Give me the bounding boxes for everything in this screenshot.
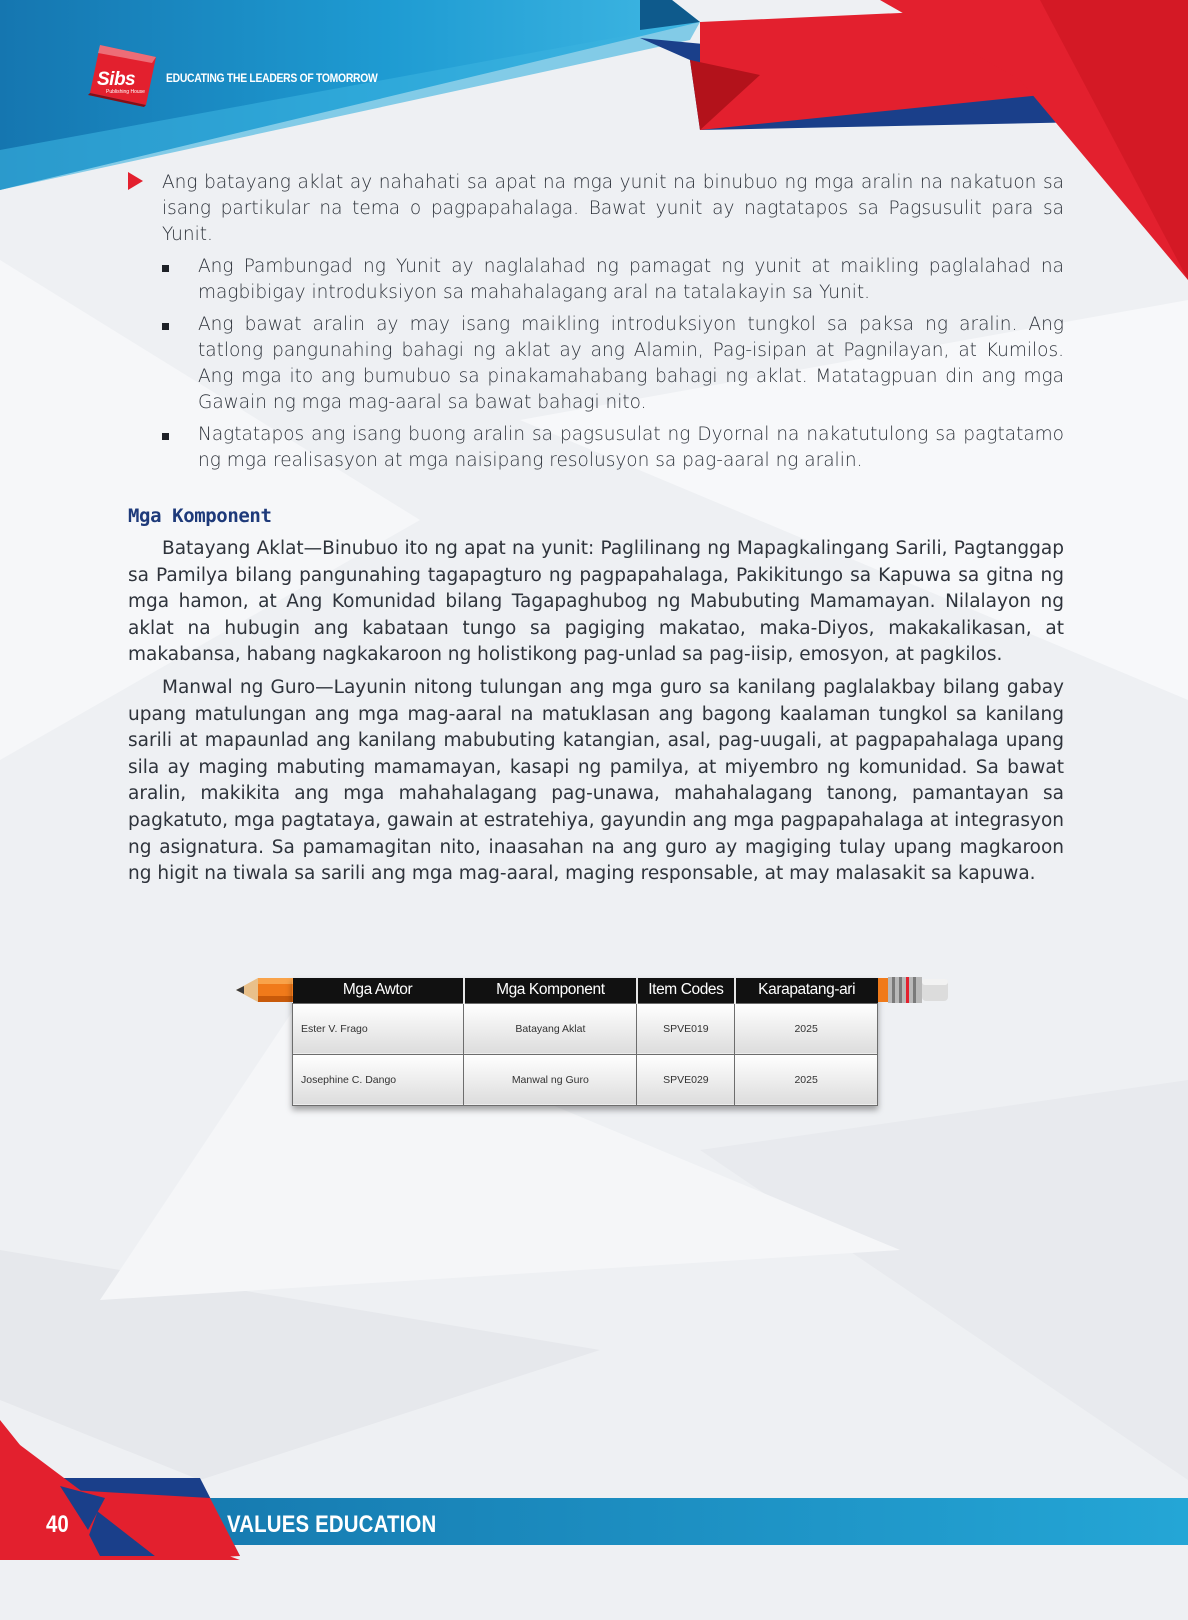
logo-wordmark: Sibs — [97, 69, 136, 90]
header-tagline: EDUCATING THE LEADERS OF TOMORROW — [166, 73, 378, 85]
main-bullet-text: Ang batayang aklat ay nahahati sa apat na mga yunit na binubuo ng mga aralin na nakatuon sa isang partikular na tema o pagpapahalaga. Bawat yunit ay nagtatapos sa Pagsusulit para sa Yunit. — [162, 172, 1064, 245]
cell-author: Ester V. Frago — [293, 1003, 464, 1054]
cell-component: Manwal ng Guro — [464, 1054, 637, 1105]
triangle-bullet-icon — [128, 172, 143, 190]
square-bullet-icon — [162, 323, 169, 330]
components-table-wrap — [236, 972, 956, 1112]
main-bullet — [128, 170, 1064, 248]
column-header: Mga Awtor — [293, 978, 464, 1003]
paragraph-manwal-ng-guro: Manwal ng Guro—Layunin nitong tulungan ang mga guro sa kanilang paglalakbay bilang gabay upang matulungan ang mga mag-aaral na matuklasan ang bagong kaalaman tungkol sa kanilang sarili at mapaunlad ang kanilang mabubuting katangian, asal, pag-uugali, at pagpapahalaga upang sila ay maging mabuting mamamayan, kasapi ng pamilya, at miyembro ng komunidad. Sa bawat aralin, makikita ang mga mahahalagang pag-unawa, mahahalagang tanong, pamantayan sa pagkatuto, mga pagtataya, gawain at estratehiya, gayundin ang mga pagpapahalaga at integrasyon ng asignatura. Sa pamamagitan nito, inaasahan na ang guro ay magiging tulay upang magkaroon ng higit na tiwala sa sarili ang mga mag-aaral, maging responsable, at may malasakit sa kapuwa. — [128, 676, 1064, 885]
table-row — [293, 1003, 878, 1054]
column-header: Karapatang-ari — [735, 978, 878, 1003]
square-bullet-icon — [162, 265, 169, 272]
cell-copyright: 2025 — [735, 1003, 878, 1054]
sub-bullet-text: Ang Pambungad ng Yunit ay naglalahad ng pamagat ng yunit at maikling paglalahad na magbibigay introduksiyon sa mahahalagang aral na tatalakayin sa Yunit. — [198, 256, 1064, 303]
square-bullet-icon — [162, 433, 169, 440]
logo-subtext: Publishing House — [106, 89, 145, 95]
cell-author: Josephine C. Dango — [293, 1054, 464, 1105]
components-table — [292, 978, 878, 1106]
intro-section — [128, 170, 1064, 480]
page-number: 40 — [46, 1511, 69, 1538]
cell-copyright: 2025 — [735, 1054, 878, 1105]
sub-bullet — [128, 312, 1064, 416]
sub-bullet — [128, 254, 1064, 306]
section-title: Mga Komponent — [128, 505, 272, 527]
table-row — [293, 1054, 878, 1105]
table-header-row — [293, 978, 878, 1003]
sub-bullet-text: Ang bawat aralin ay may isang maikling introduksiyon tungkol sa paksa ng aralin. Ang tatlong pangunahing bahagi ng aklat ay ang Alamin, Pag-isipan at Pagnilayan, at Kumilos. Ang mga ito ang bumubuo sa pinakamahabang bahagi ng aklat. Matatagpuan din ang mga Gawain ng mga mag-aaral sa bawat bahagi nito. — [198, 314, 1064, 413]
cell-item-code: SPVE029 — [637, 1054, 735, 1105]
pencil-eraser-icon — [878, 972, 954, 1008]
cell-item-code: SPVE019 — [637, 1003, 735, 1054]
paragraph-batayang-aklat: Batayang Aklat—Binubuo ito ng apat na yunit: Paglilinang ng Mapagkalingang Sarili, Pagtanggap sa Pamilya bilang pangunahing tagapagturo ng pagpapahalaga, Pakikitungo sa Kapuwa sa gitna ng mga hamon, at Ang Komunidad bilang Tagapaghubog ng Mabubuting Mamamayan. Nilalayon ng aklat na hubugin ang kabataan tungo sa pagiging makatao, maka-Diyos, makakalikasan, at makabansa, habang nagkakaroon ng holistikong pag-unlad sa pag-iisip, emosyon, at pagkilos. — [128, 538, 1064, 666]
pencil-tip-icon — [236, 972, 296, 1008]
components-section — [128, 536, 1064, 894]
column-header: Item Codes — [637, 978, 735, 1003]
cell-component: Batayang Aklat — [464, 1003, 637, 1054]
sub-bullet-list — [128, 254, 1064, 474]
column-header: Mga Komponent — [464, 978, 637, 1003]
sub-bullet — [128, 422, 1064, 474]
footer-title: VALUES EDUCATION — [227, 1511, 437, 1538]
sub-bullet-text: Nagtatapos ang isang buong aralin sa pagsusulat ng Dyornal na nakatutulong sa pagtatamo ng mga realisasyon at mga naisipang resolusyon sa pag-aaral ng aralin. — [198, 424, 1064, 471]
